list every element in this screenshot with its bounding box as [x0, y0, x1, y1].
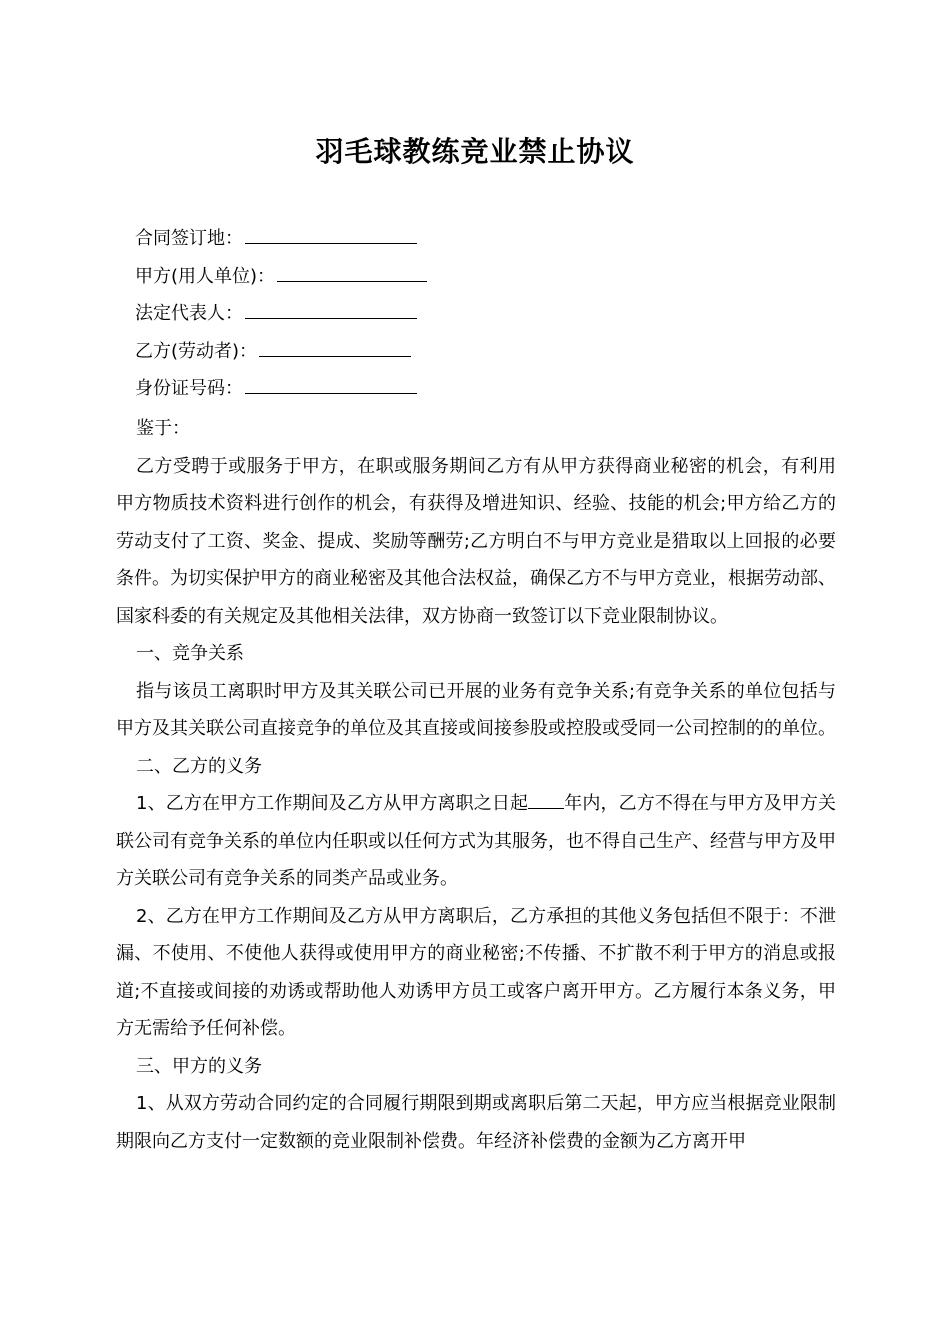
id-number-label: 身份证号码： — [135, 378, 243, 399]
party-info-fields — [135, 224, 835, 412]
party-b-blank — [259, 338, 411, 357]
legal-rep-field — [135, 299, 835, 337]
id-number-blank — [245, 375, 417, 394]
party-b-label: 乙方(劳动者)： — [135, 340, 258, 362]
section-3-item-1: 1、从双方劳动合同约定的合同履行期限到期或离职后第二天起，甲方应当根据竞业限制期限向乙方支付一定数额的竞业限制补偿费。年经济补偿费的金额为乙方离开甲 — [116, 1093, 836, 1152]
signing-place-field — [135, 224, 835, 262]
section-3-heading: 三、甲方的义务 — [136, 1055, 262, 1077]
section-2-item-1 — [116, 785, 836, 898]
id-number-field — [135, 374, 835, 412]
years-blank — [528, 790, 564, 809]
document-body — [116, 410, 836, 1160]
signing-place-label: 合同签订地： — [135, 228, 243, 249]
section-2-item-2: 2、乙方在甲方工作期间及乙方从甲方离职后，乙方承担的其他义务包括但不限于：不泄漏、不使用、不使他人获得或使用甲方的商业秘密;不传播、不扩散不利于甲方的消息或报道;不直接或间接的劝诱或帮助他人劝诱甲方员工或客户离开甲方。乙方履行本条义务，甲方无需给予任何补偿。 — [116, 905, 836, 1039]
legal-rep-blank — [245, 300, 417, 319]
party-a-label: 甲方(用人单位)： — [135, 265, 276, 287]
legal-rep-label: 法定代表人： — [135, 303, 243, 324]
section-2-heading: 二、乙方的义务 — [136, 755, 262, 777]
party-a-blank — [277, 263, 427, 282]
section-2-item-1-end: 年内，乙方不得在与甲方及甲方关联公司有竞争关系的单位内任职或以任何方式为其服务，也不得自己生产、经营与甲方及甲方关联公司有竞争关系的同类产品或业务。 — [116, 793, 836, 889]
section-1-paragraph: 指与该员工离职时甲方及其关联公司已开展的业务有竞争关系;有竞争关系的单位包括与甲方及其关联公司直接竞争的单位及其直接或间接参股或控股或受同一公司控制的的单位。 — [116, 680, 836, 739]
party-b-field — [135, 337, 835, 375]
preamble-paragraph: 乙方受聘于或服务于甲方，在职或服务期间乙方有从甲方获得商业秘密的机会，有利用甲方物质技术资料进行创作的机会，有获得及增进知识、经验、技能的机会;甲方给乙方的劳动支付了工资、奖金、提成、奖励等酬劳;乙方明白不与甲方竞业是猎取以上回报的必要条件。为切实保护甲方的商业秘密及其他合法权益，确保乙方不与甲方竞业，根据劳动部、国家科委的有关规定及其他相关法律，双方协商一致签订以下竞业限制协议。 — [116, 455, 836, 627]
signing-place-blank — [245, 225, 417, 244]
document-title: 羽毛球教练竞业禁止协议 — [315, 135, 635, 168]
section-2-item-1-start: 1、乙方在甲方工作期间及乙方从甲方离职之日起 — [136, 793, 529, 814]
section-1-heading: 一、竞争关系 — [136, 643, 244, 664]
whereas-label: 鉴于： — [136, 418, 190, 439]
party-a-field — [135, 262, 835, 300]
